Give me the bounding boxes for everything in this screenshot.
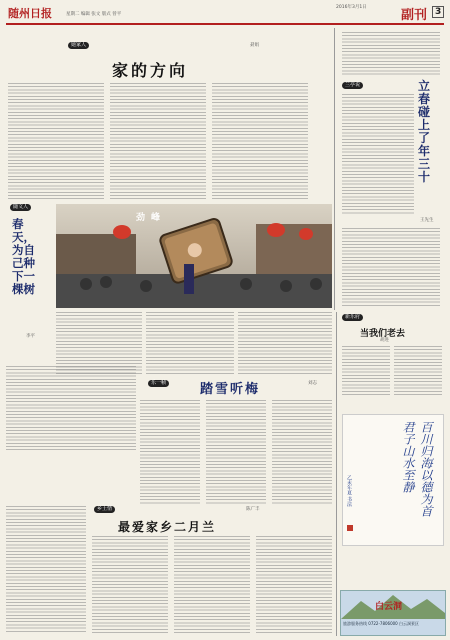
article-title: 最爱家乡二月兰 bbox=[118, 520, 217, 534]
text-block bbox=[146, 312, 234, 376]
article-title: 家的方向 bbox=[112, 61, 189, 80]
article-title: 春天，为自己种下一棵树 bbox=[12, 217, 35, 296]
text-block bbox=[394, 346, 442, 396]
text-block bbox=[342, 346, 390, 396]
column-tag: 她家人 bbox=[68, 42, 89, 49]
essay-right bbox=[340, 28, 444, 310]
middle-article bbox=[140, 378, 334, 504]
street-performance-photo bbox=[56, 204, 332, 308]
text-block bbox=[174, 536, 250, 634]
calligraphy-artwork bbox=[342, 414, 444, 546]
column-rule bbox=[334, 28, 335, 310]
text-block bbox=[8, 83, 104, 200]
text-block bbox=[342, 228, 440, 308]
photo-caption: 劲峰 bbox=[136, 213, 167, 223]
text-block bbox=[238, 312, 332, 376]
ad-brand: 白云洞 bbox=[375, 602, 403, 612]
editor-line: 星期二 编辑 张文 版式 曾平 bbox=[66, 12, 122, 17]
masthead-rule bbox=[6, 23, 444, 25]
newspaper-logo: 随州日报 bbox=[8, 7, 52, 20]
poem bbox=[340, 314, 444, 398]
text-block bbox=[6, 506, 86, 634]
text-block bbox=[6, 366, 136, 452]
text-block bbox=[256, 536, 332, 634]
seal-stamp bbox=[347, 525, 353, 531]
calligraphy-signature: 乙未年夏 书法 bbox=[346, 475, 352, 507]
text-block bbox=[342, 94, 414, 214]
article-title: 踏雪听梅 bbox=[200, 382, 261, 397]
advertisement bbox=[340, 590, 446, 636]
text-block bbox=[342, 32, 440, 76]
article-author: 聂娟 bbox=[250, 43, 259, 48]
text-block bbox=[212, 83, 308, 200]
article-title: 立春碰上了年三十 bbox=[418, 79, 431, 184]
poem-author: 胡进 bbox=[380, 338, 389, 343]
text-block bbox=[110, 83, 206, 200]
column-rule bbox=[336, 312, 337, 636]
column-tag: 乡土情 bbox=[94, 506, 115, 513]
column-tag: 乐一帧 bbox=[148, 380, 169, 387]
calligraphy-text: 百川归海以德为首 君子山水至静 bbox=[401, 421, 433, 517]
article-author: 王先生 bbox=[420, 218, 434, 223]
article-author: 李平 bbox=[26, 334, 35, 339]
column-tag: 兰亭说 bbox=[342, 82, 363, 89]
text-block bbox=[272, 400, 332, 504]
text-block bbox=[206, 400, 266, 504]
lead-article bbox=[6, 28, 331, 202]
column-tag: 随文人 bbox=[10, 204, 31, 211]
masthead bbox=[6, 3, 444, 23]
left-column-article bbox=[6, 204, 52, 364]
article-author: 刘志 bbox=[308, 381, 317, 386]
bottom-article bbox=[6, 506, 334, 636]
page-number: 3 bbox=[432, 6, 444, 18]
text-block bbox=[92, 536, 168, 634]
article-author: 陈广丰 bbox=[246, 507, 260, 512]
column-tag: 新乐府 bbox=[342, 314, 363, 321]
section-title: 副刊 bbox=[401, 8, 428, 23]
poem-title: 当我们老去 bbox=[360, 329, 406, 339]
text-block bbox=[140, 400, 200, 504]
ad-line: 旅游服务热线 0722-7806000 白云洞景区 bbox=[343, 621, 419, 626]
date-line: 2016年3月1日 bbox=[336, 5, 367, 10]
photo bbox=[56, 204, 332, 308]
